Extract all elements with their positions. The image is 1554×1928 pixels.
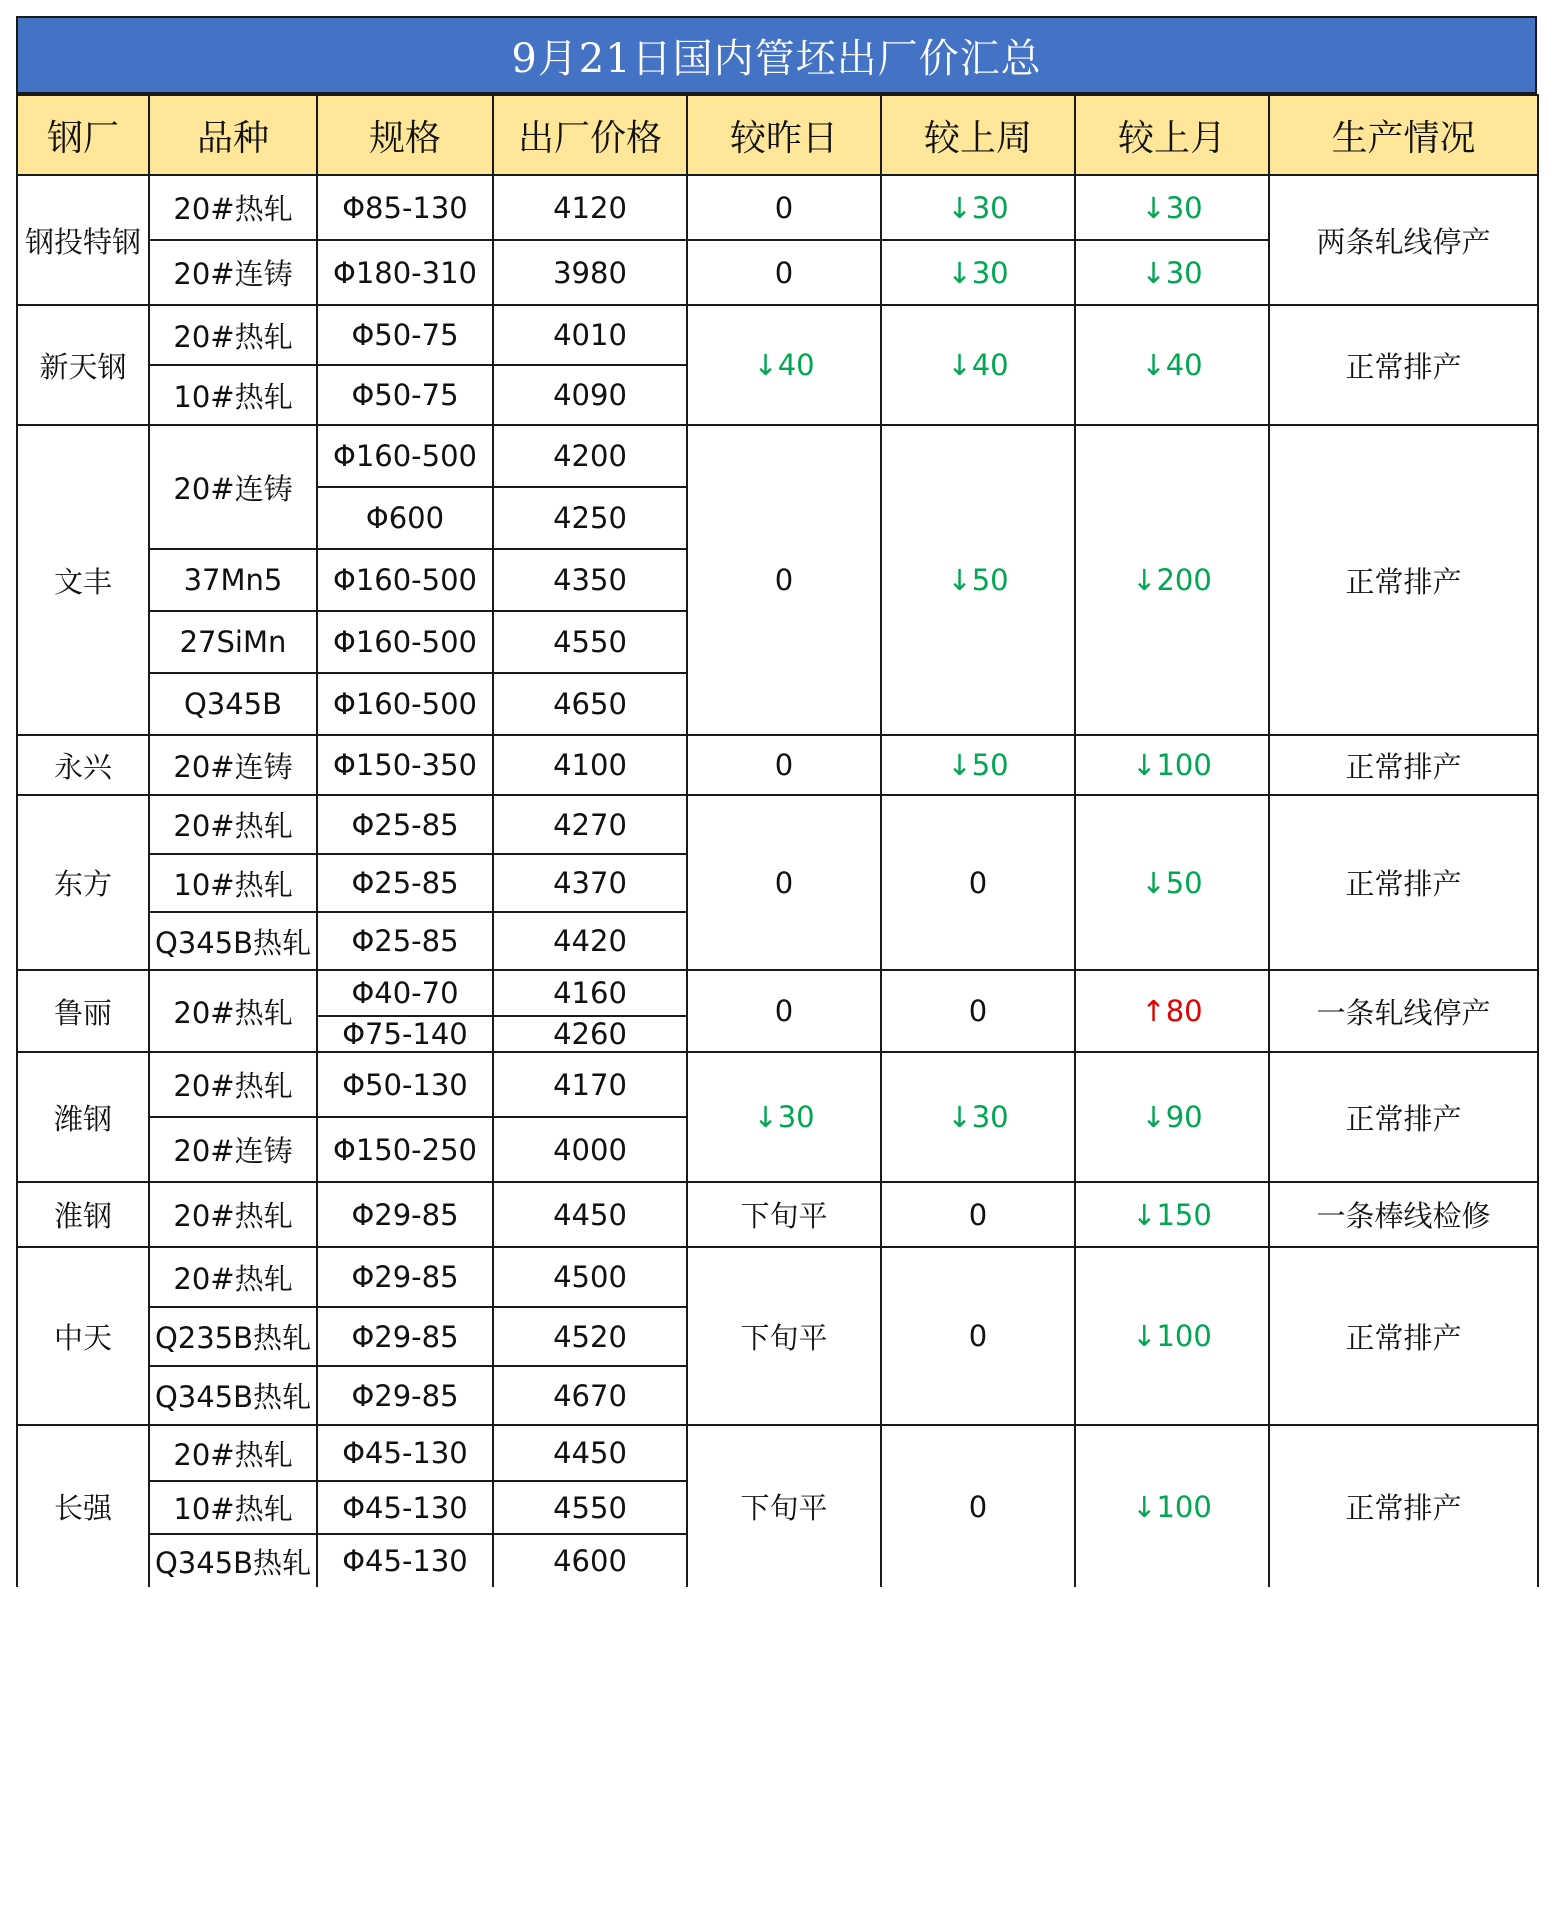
table-cell: 4550 xyxy=(493,1481,687,1534)
table-cell: 新天钢 xyxy=(17,305,149,425)
header-row xyxy=(17,95,1538,175)
table-cell: 中天 xyxy=(17,1247,149,1425)
table-cell: Φ40-70 xyxy=(317,970,493,1016)
table-cell: 鲁丽 xyxy=(17,970,149,1052)
table-cell: Φ600 xyxy=(317,487,493,549)
price-table xyxy=(16,94,1539,1587)
table-cell: Φ25-85 xyxy=(317,795,493,854)
table-cell: ↓40 xyxy=(687,305,881,425)
table-row xyxy=(17,970,1538,1016)
table-cell: Q345B热轧 xyxy=(149,1534,317,1587)
table-cell: 下旬平 xyxy=(687,1182,881,1247)
table-cell: 4010 xyxy=(493,305,687,365)
table-cell: 4600 xyxy=(493,1534,687,1587)
table-cell: 一条棒线检修 xyxy=(1269,1182,1538,1247)
table-cell: 4000 xyxy=(493,1117,687,1182)
table-cell: 4520 xyxy=(493,1307,687,1366)
table-cell: 20#连铸 xyxy=(149,1117,317,1182)
table-cell: ↓30 xyxy=(687,1052,881,1182)
header-vs-last-week: 较上周 xyxy=(881,95,1075,175)
table-cell: ↓30 xyxy=(881,175,1075,240)
table-cell: 4450 xyxy=(493,1182,687,1247)
header-vs-last-month: 较上月 xyxy=(1075,95,1269,175)
table-row xyxy=(17,735,1538,795)
table-row xyxy=(17,1425,1538,1481)
table-cell: 20#热轧 xyxy=(149,795,317,854)
table-cell: 4270 xyxy=(493,795,687,854)
table-cell: Φ160-500 xyxy=(317,673,493,735)
table-cell: 37Mn5 xyxy=(149,549,317,611)
header-spec: 规格 xyxy=(317,95,493,175)
table-cell: 两条轧线停产 xyxy=(1269,175,1538,305)
table-cell: 0 xyxy=(881,970,1075,1052)
table-body xyxy=(17,175,1538,1587)
table-row xyxy=(17,1247,1538,1307)
table-cell: 下旬平 xyxy=(687,1425,881,1587)
table-cell: 正常排产 xyxy=(1269,795,1538,970)
table-cell: 0 xyxy=(687,735,881,795)
table-cell: 27SiMn xyxy=(149,611,317,673)
table-cell: 4250 xyxy=(493,487,687,549)
table-cell: 4090 xyxy=(493,365,687,425)
table-cell: 4500 xyxy=(493,1247,687,1307)
table-cell: 4170 xyxy=(493,1052,687,1117)
table-cell: Φ160-500 xyxy=(317,611,493,673)
table-cell: ↓90 xyxy=(1075,1052,1269,1182)
table-cell: Φ75-140 xyxy=(317,1016,493,1052)
table-cell: Φ45-130 xyxy=(317,1534,493,1587)
table-cell: Q235B热轧 xyxy=(149,1307,317,1366)
table-cell: 正常排产 xyxy=(1269,1247,1538,1425)
table-cell: 20#热轧 xyxy=(149,1182,317,1247)
table-cell: Φ45-130 xyxy=(317,1481,493,1534)
table-row xyxy=(17,1182,1538,1247)
table-cell: Φ50-75 xyxy=(317,365,493,425)
table-cell: 正常排产 xyxy=(1269,305,1538,425)
table-cell: 0 xyxy=(687,240,881,305)
table-cell: 东方 xyxy=(17,795,149,970)
table-cell: Φ25-85 xyxy=(317,912,493,970)
table-row xyxy=(17,1052,1538,1117)
table-cell: ↓100 xyxy=(1075,1425,1269,1587)
table-cell: 正常排产 xyxy=(1269,425,1538,735)
table-cell: ↓40 xyxy=(1075,305,1269,425)
table-cell: 下旬平 xyxy=(687,1247,881,1425)
header-steel-mill: 钢厂 xyxy=(17,95,149,175)
table-cell: 4670 xyxy=(493,1366,687,1425)
table-cell: 20#热轧 xyxy=(149,1052,317,1117)
table-cell: 4550 xyxy=(493,611,687,673)
table-cell: 20#连铸 xyxy=(149,735,317,795)
table-cell: ↓50 xyxy=(881,425,1075,735)
table-cell: Φ150-350 xyxy=(317,735,493,795)
table-cell: 4350 xyxy=(493,549,687,611)
table-cell: 4420 xyxy=(493,912,687,970)
table-cell: Φ29-85 xyxy=(317,1366,493,1425)
header-production-status: 生产情况 xyxy=(1269,95,1538,175)
table-cell: Φ85-130 xyxy=(317,175,493,240)
header-ex-factory-price: 出厂价格 xyxy=(493,95,687,175)
table-cell: 4120 xyxy=(493,175,687,240)
table-cell: 20#热轧 xyxy=(149,1247,317,1307)
table-cell: 长强 xyxy=(17,1425,149,1587)
table-cell: 0 xyxy=(687,795,881,970)
table-cell: Φ25-85 xyxy=(317,854,493,912)
header-grade: 品种 xyxy=(149,95,317,175)
table-cell: 4200 xyxy=(493,425,687,487)
table-cell: 文丰 xyxy=(17,425,149,735)
header-vs-yesterday: 较昨日 xyxy=(687,95,881,175)
table-cell: 正常排产 xyxy=(1269,735,1538,795)
table-cell: 0 xyxy=(881,1182,1075,1247)
table-cell: 20#连铸 xyxy=(149,425,317,549)
table-cell: ↓30 xyxy=(881,1052,1075,1182)
table-row xyxy=(17,795,1538,854)
table-cell: ↓100 xyxy=(1075,735,1269,795)
table-cell: 0 xyxy=(687,970,881,1052)
table-cell: Φ50-130 xyxy=(317,1052,493,1117)
table-cell: 淮钢 xyxy=(17,1182,149,1247)
table-cell: 正常排产 xyxy=(1269,1425,1538,1587)
table-cell: Φ150-250 xyxy=(317,1117,493,1182)
table-cell: 永兴 xyxy=(17,735,149,795)
table-cell: 20#热轧 xyxy=(149,1425,317,1481)
table-cell: ↓100 xyxy=(1075,1247,1269,1425)
table-cell: 0 xyxy=(881,1247,1075,1425)
table-cell: 4100 xyxy=(493,735,687,795)
table-cell: 4650 xyxy=(493,673,687,735)
table-cell: 0 xyxy=(687,425,881,735)
table-cell: 4160 xyxy=(493,970,687,1016)
sheet-title: 9月21日国内管坯出厂价汇总 xyxy=(16,16,1537,94)
table-row xyxy=(17,305,1538,365)
table-cell: 0 xyxy=(881,795,1075,970)
table-cell: 10#热轧 xyxy=(149,365,317,425)
table-cell: 一条轧线停产 xyxy=(1269,970,1538,1052)
table-row xyxy=(17,175,1538,240)
table-cell: 0 xyxy=(687,175,881,240)
table-cell: 潍钢 xyxy=(17,1052,149,1182)
table-cell: ↓30 xyxy=(1075,175,1269,240)
table-cell: Q345B热轧 xyxy=(149,912,317,970)
price-summary-sheet xyxy=(16,16,1537,1587)
table-row xyxy=(17,425,1538,487)
table-cell: Φ29-85 xyxy=(317,1182,493,1247)
table-cell: 4370 xyxy=(493,854,687,912)
table-cell: 20#热轧 xyxy=(149,175,317,240)
table-cell: Q345B xyxy=(149,673,317,735)
table-cell: ↓30 xyxy=(1075,240,1269,305)
table-cell: Φ50-75 xyxy=(317,305,493,365)
table-cell: 20#连铸 xyxy=(149,240,317,305)
table-cell: 3980 xyxy=(493,240,687,305)
table-cell: Φ160-500 xyxy=(317,549,493,611)
table-cell: 正常排产 xyxy=(1269,1052,1538,1182)
table-cell: Φ160-500 xyxy=(317,425,493,487)
table-cell: 20#热轧 xyxy=(149,970,317,1052)
table-cell: 4450 xyxy=(493,1425,687,1481)
table-cell: 20#热轧 xyxy=(149,305,317,365)
table-cell: Φ45-130 xyxy=(317,1425,493,1481)
table-cell: 0 xyxy=(881,1425,1075,1587)
table-cell: ↓150 xyxy=(1075,1182,1269,1247)
table-cell: Q345B热轧 xyxy=(149,1366,317,1425)
table-cell: 钢投特钢 xyxy=(17,175,149,305)
table-cell: Φ29-85 xyxy=(317,1307,493,1366)
table-cell: ↓40 xyxy=(881,305,1075,425)
table-cell: 10#热轧 xyxy=(149,854,317,912)
table-cell: ↓50 xyxy=(1075,795,1269,970)
table-cell: 4260 xyxy=(493,1016,687,1052)
table-cell: ↓30 xyxy=(881,240,1075,305)
table-cell: Φ180-310 xyxy=(317,240,493,305)
table-cell: ↑80 xyxy=(1075,970,1269,1052)
table-cell: ↓200 xyxy=(1075,425,1269,735)
table-cell: Φ29-85 xyxy=(317,1247,493,1307)
table-cell: ↓50 xyxy=(881,735,1075,795)
table-cell: 10#热轧 xyxy=(149,1481,317,1534)
